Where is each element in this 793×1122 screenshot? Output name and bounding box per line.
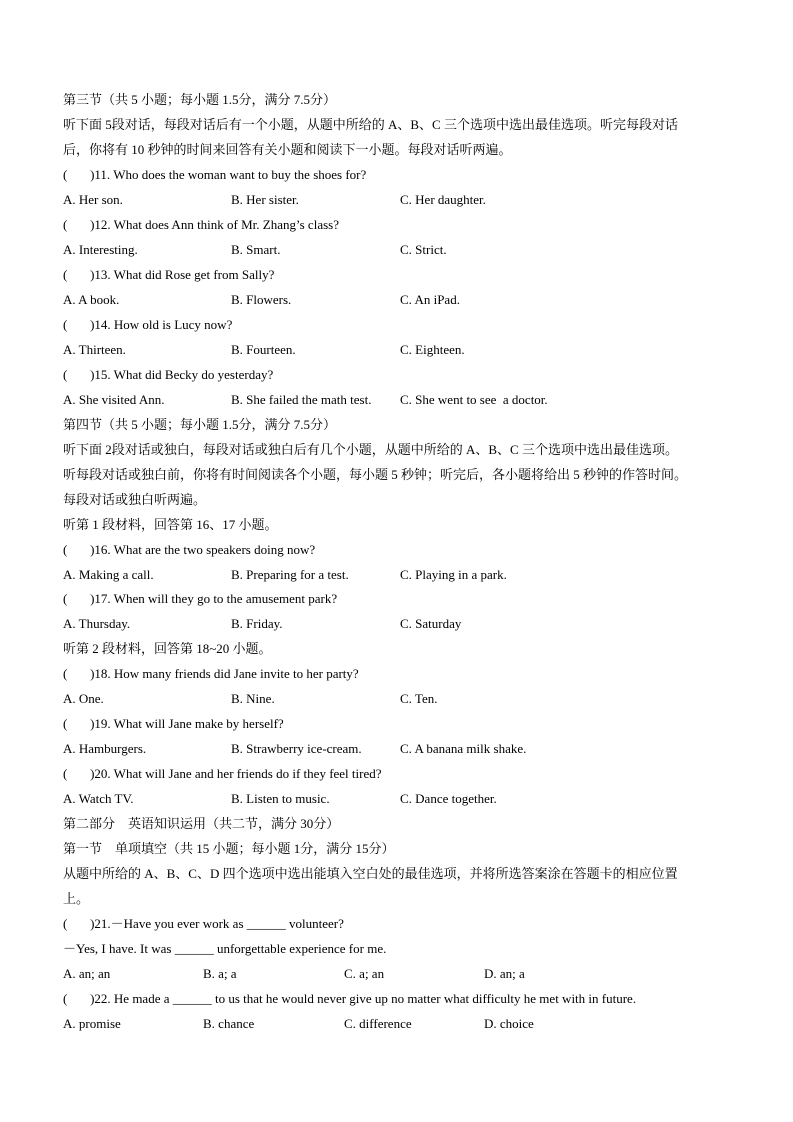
question-18-stem: ( )18. How many friends did Jane invite to her party? <box>63 666 359 681</box>
question-13-option-a: A. A book. <box>63 292 120 307</box>
question-14-stem: ( )14. How old is Lucy now? <box>63 317 233 332</box>
question-20-stem: ( )20. What will Jane and her friends do if they feel tired? <box>63 766 382 781</box>
question-20-option-b: B. Listen to music. <box>231 791 330 806</box>
question-18-option-b: B. Nine. <box>231 691 275 706</box>
question-22-option-d: D. choice <box>484 1016 534 1031</box>
section3-instruction-2: 后，你将有 10 秒钟的时间来回答有关小题和阅读下一小题。每段对话听两遍。 <box>63 142 512 157</box>
question-12-option-a: A. Interesting. <box>63 242 138 257</box>
question-16-option-a: A. Making a call. <box>63 567 154 582</box>
question-21-option-c: C. a; an <box>344 966 385 981</box>
question-15-option-b: B. She failed the math test. <box>231 392 372 407</box>
question-17-option-c: C. Saturday <box>400 616 462 631</box>
question-14-option-b: B. Fourteen. <box>231 342 296 357</box>
question-18-option-c: C. Ten. <box>400 691 438 706</box>
question-14-option-a: A. Thirteen. <box>63 342 126 357</box>
question-12-option-b: B. Smart. <box>231 242 281 257</box>
question-20-option-c: C. Dance together. <box>400 791 497 806</box>
question-17-option-a: A. Thursday. <box>63 616 131 631</box>
section4-instruction-3: 每段对话或独白听两遍。 <box>63 492 207 507</box>
section4-instruction-2: 听每段对话或独白前，你将有时间阅读各个小题，每小题 5 秒钟；听完后，各小题将给出 5 秒钟的作答时间。 <box>63 467 688 482</box>
question-20-option-a: A. Watch TV. <box>63 791 134 806</box>
material-2-label: 听第 2 段材料，回答第 18~20 小题。 <box>63 641 272 656</box>
question-19-stem: ( )19. What will Jane make by herself? <box>63 716 284 731</box>
part2-instruction-1: 从题中所给的 A、B、C、D 四个选项中选出能填入空白处的最佳选项，并将所选答案涂在答题卡的相应位置 <box>63 866 678 881</box>
part2-section1-heading: 第一节 单项填空（共 15 小题；每小题 1分，满分 15分） <box>63 841 395 856</box>
question-12-stem: ( )12. What does Ann think of Mr. Zhang’s class? <box>63 217 339 232</box>
question-22-stem: ( )22. He made a ______ to us that he would never give up no matter what difficulty he met with in future. <box>63 991 637 1006</box>
question-15-option-a: A. She visited Ann. <box>63 392 165 407</box>
part2-heading: 第二部分 英语知识运用（共二节，满分 30分） <box>63 816 340 831</box>
question-17-option-b: B. Friday. <box>231 616 283 631</box>
section3-instruction-1: 听下面 5段对话，每段对话后有一个小题，从题中所给的 A、B、C 三个选项中选出最佳选项。听完每段对话 <box>63 117 678 132</box>
section3-heading: 第三节（共 5 小题；每小题 1.5分，满分 7.5分） <box>63 92 337 107</box>
question-21-option-b: B. a; a <box>203 966 237 981</box>
part2-instruction-2: 上。 <box>63 891 90 906</box>
question-13-option-c: C. An iPad. <box>400 292 460 307</box>
question-18-option-a: A. One. <box>63 691 104 706</box>
question-11-option-b: B. Her sister. <box>231 192 299 207</box>
question-16-stem: ( )16. What are the two speakers doing now? <box>63 542 316 557</box>
question-19-option-a: A. Hamburgers. <box>63 741 147 756</box>
question-12-option-c: C. Strict. <box>400 242 447 257</box>
question-13-stem: ( )13. What did Rose get from Sally? <box>63 267 275 282</box>
question-13-option-b: B. Flowers. <box>231 292 292 307</box>
question-11-option-c: C. Her daughter. <box>400 192 486 207</box>
question-11-option-a: A. Her son. <box>63 192 123 207</box>
section4-heading: 第四节（共 5 小题；每小题 1.5分，满分 7.5分） <box>63 417 337 432</box>
question-22-option-a: A. promise <box>63 1016 121 1031</box>
question-22-option-c: C. difference <box>344 1016 412 1031</box>
question-19-option-c: C. A banana milk shake. <box>400 741 527 756</box>
question-11-stem: ( )11. Who does the woman want to buy the shoes for? <box>63 167 367 182</box>
question-16-option-c: C. Playing in a park. <box>400 567 507 582</box>
question-15-option-c: C. She went to see a doctor. <box>400 392 548 407</box>
section4-instruction-1: 听下面 2段对话或独白，每段对话或独白后有几个小题，从题中所给的 A、B、C 三个选项中选出最佳选项。 <box>63 442 678 457</box>
question-19-option-b: B. Strawberry ice-cream. <box>231 741 362 756</box>
question-22-option-b: B. chance <box>203 1016 255 1031</box>
question-17-stem: ( )17. When will they go to the amusement park? <box>63 591 338 606</box>
question-21-option-d: D. an; a <box>484 966 525 981</box>
question-21-stem-2: －Yes, I have. It was ______ unforgettable experience for me. <box>63 941 387 956</box>
question-16-option-b: B. Preparing for a test. <box>231 567 349 582</box>
question-15-stem: ( )15. What did Becky do yesterday? <box>63 367 274 382</box>
material-1-label: 听第 1 段材料，回答第 16、17 小题。 <box>63 517 278 532</box>
question-14-option-c: C. Eighteen. <box>400 342 465 357</box>
question-21-option-a: A. an; an <box>63 966 111 981</box>
question-21-stem: ( )21.－Have you ever work as ______ volunteer? <box>63 916 344 931</box>
